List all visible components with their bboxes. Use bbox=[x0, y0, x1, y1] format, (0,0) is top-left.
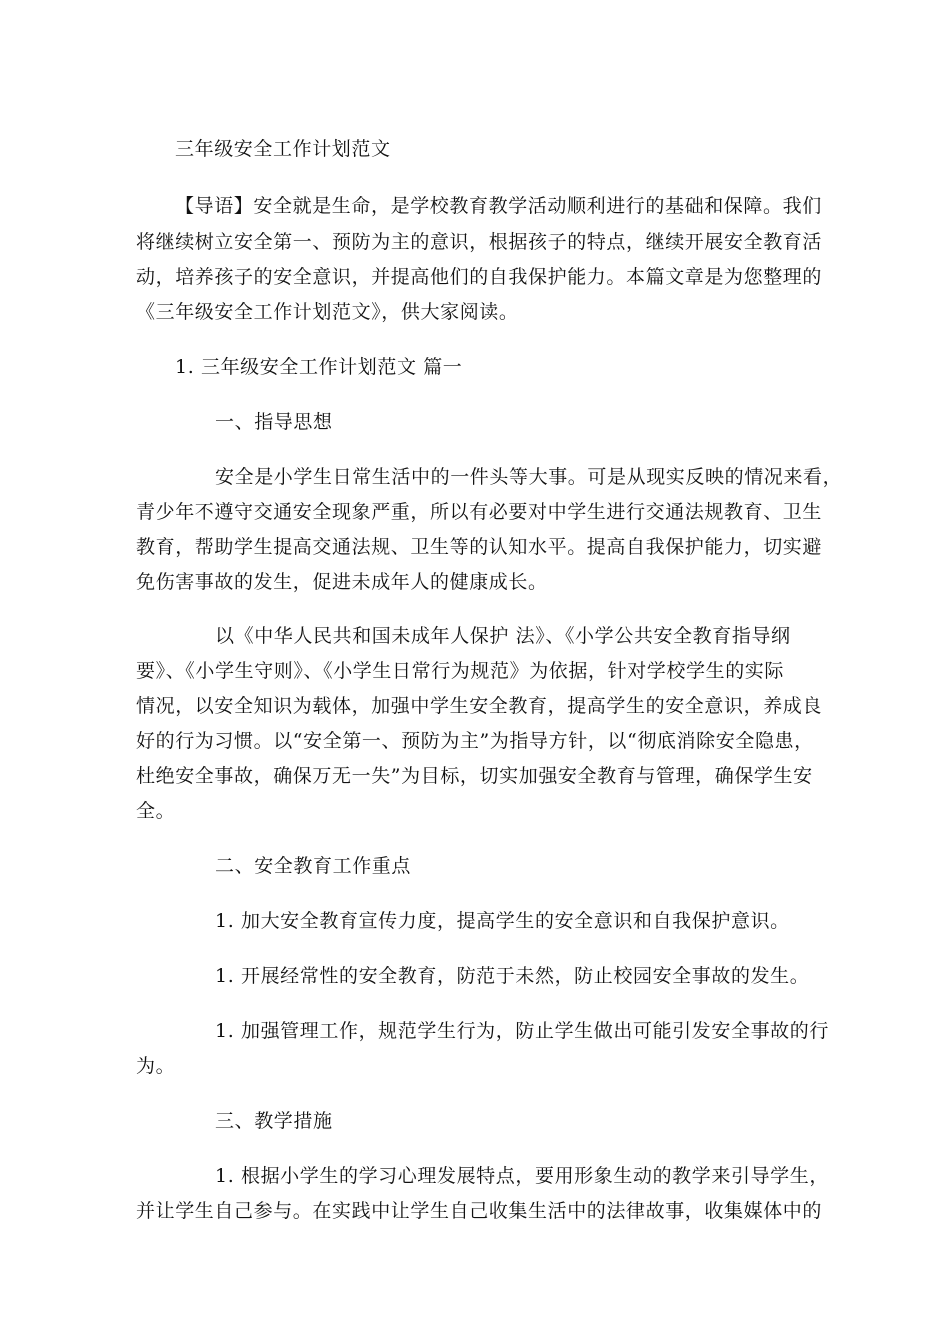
list-item: 1. 根据小学生的学习心理发展特点，要用形象生动的教学来引导学生， bbox=[215, 1165, 829, 1187]
paragraph-line: 免伤害事故的发生，促进未成年人的健康成长。 bbox=[136, 571, 548, 593]
paragraph-line: 以《中华人民共和国未成年人保护 法》、《小学公共安全教育指导纲 bbox=[215, 625, 791, 647]
intro-line: 将继续树立安全第一、预防为主的意识，根据孩子的特点，继续开展安全教育活 bbox=[136, 231, 823, 253]
list-item: 1. 开展经常性的安全教育，防范于未然，防止校园安全事故的发生。 bbox=[215, 965, 810, 987]
section-heading: 1. 三年级安全工作计划范文 篇一 bbox=[175, 356, 463, 378]
intro-line: 【导语】安全就是生命，是学校教育教学活动顺利进行的基础和保障。我们 bbox=[175, 195, 822, 217]
paragraph-line: 杜绝安全事故，确保万无一失”为目标，切实加强安全教育与管理，确保学生安 bbox=[136, 765, 813, 787]
intro-line: 动，培养孩子的安全意识，并提高他们的自我保护能力。本篇文章是为您整理的 bbox=[136, 266, 823, 288]
subsection-heading: 三、教学措施 bbox=[215, 1110, 333, 1132]
paragraph-line: 全。 bbox=[136, 800, 176, 822]
paragraph-line: 青少年不遵守交通安全现象严重，所以有必要对中学生进行交通法规教育、卫生 bbox=[136, 501, 823, 523]
subsection-heading: 一、指导思想 bbox=[215, 411, 333, 433]
intro-line: 《三年级安全工作计划范文》，供大家阅读。 bbox=[136, 301, 519, 323]
paragraph-line: 安全是小学生日常生活中的一件头等大事。可是从现实反映的情况来看， bbox=[215, 466, 843, 488]
list-item-continuation: 并让学生自己参与。在实践中让学生自己收集生活中的法律故事，收集媒体中的 bbox=[136, 1200, 823, 1222]
document-title: 三年级安全工作计划范文 bbox=[175, 138, 391, 160]
paragraph-line: 教育，帮助学生提高交通法规、卫生等的认知水平。提高自我保护能力，切实避 bbox=[136, 536, 823, 558]
list-item-continuation: 为。 bbox=[136, 1055, 176, 1077]
subsection-heading: 二、安全教育工作重点 bbox=[215, 855, 412, 877]
paragraph-line: 要》、《小学生守则》、《小学生日常行为规范》为依据，针对学校学生的实际 bbox=[136, 660, 785, 682]
paragraph-line: 情况，以安全知识为载体，加强中学生安全教育，提高学生的安全意识，养成良 bbox=[136, 695, 823, 717]
list-item: 1. 加强管理工作，规范学生行为，防止学生做出可能引发安全事故的行 bbox=[215, 1020, 829, 1042]
paragraph-line: 好的行为习惯。以“安全第一、预防为主”为指导方针，以“彻底消除安全隐患， bbox=[136, 730, 814, 752]
list-item: 1. 加大安全教育宣传力度，提高学生的安全意识和自我保护意识。 bbox=[215, 910, 790, 932]
